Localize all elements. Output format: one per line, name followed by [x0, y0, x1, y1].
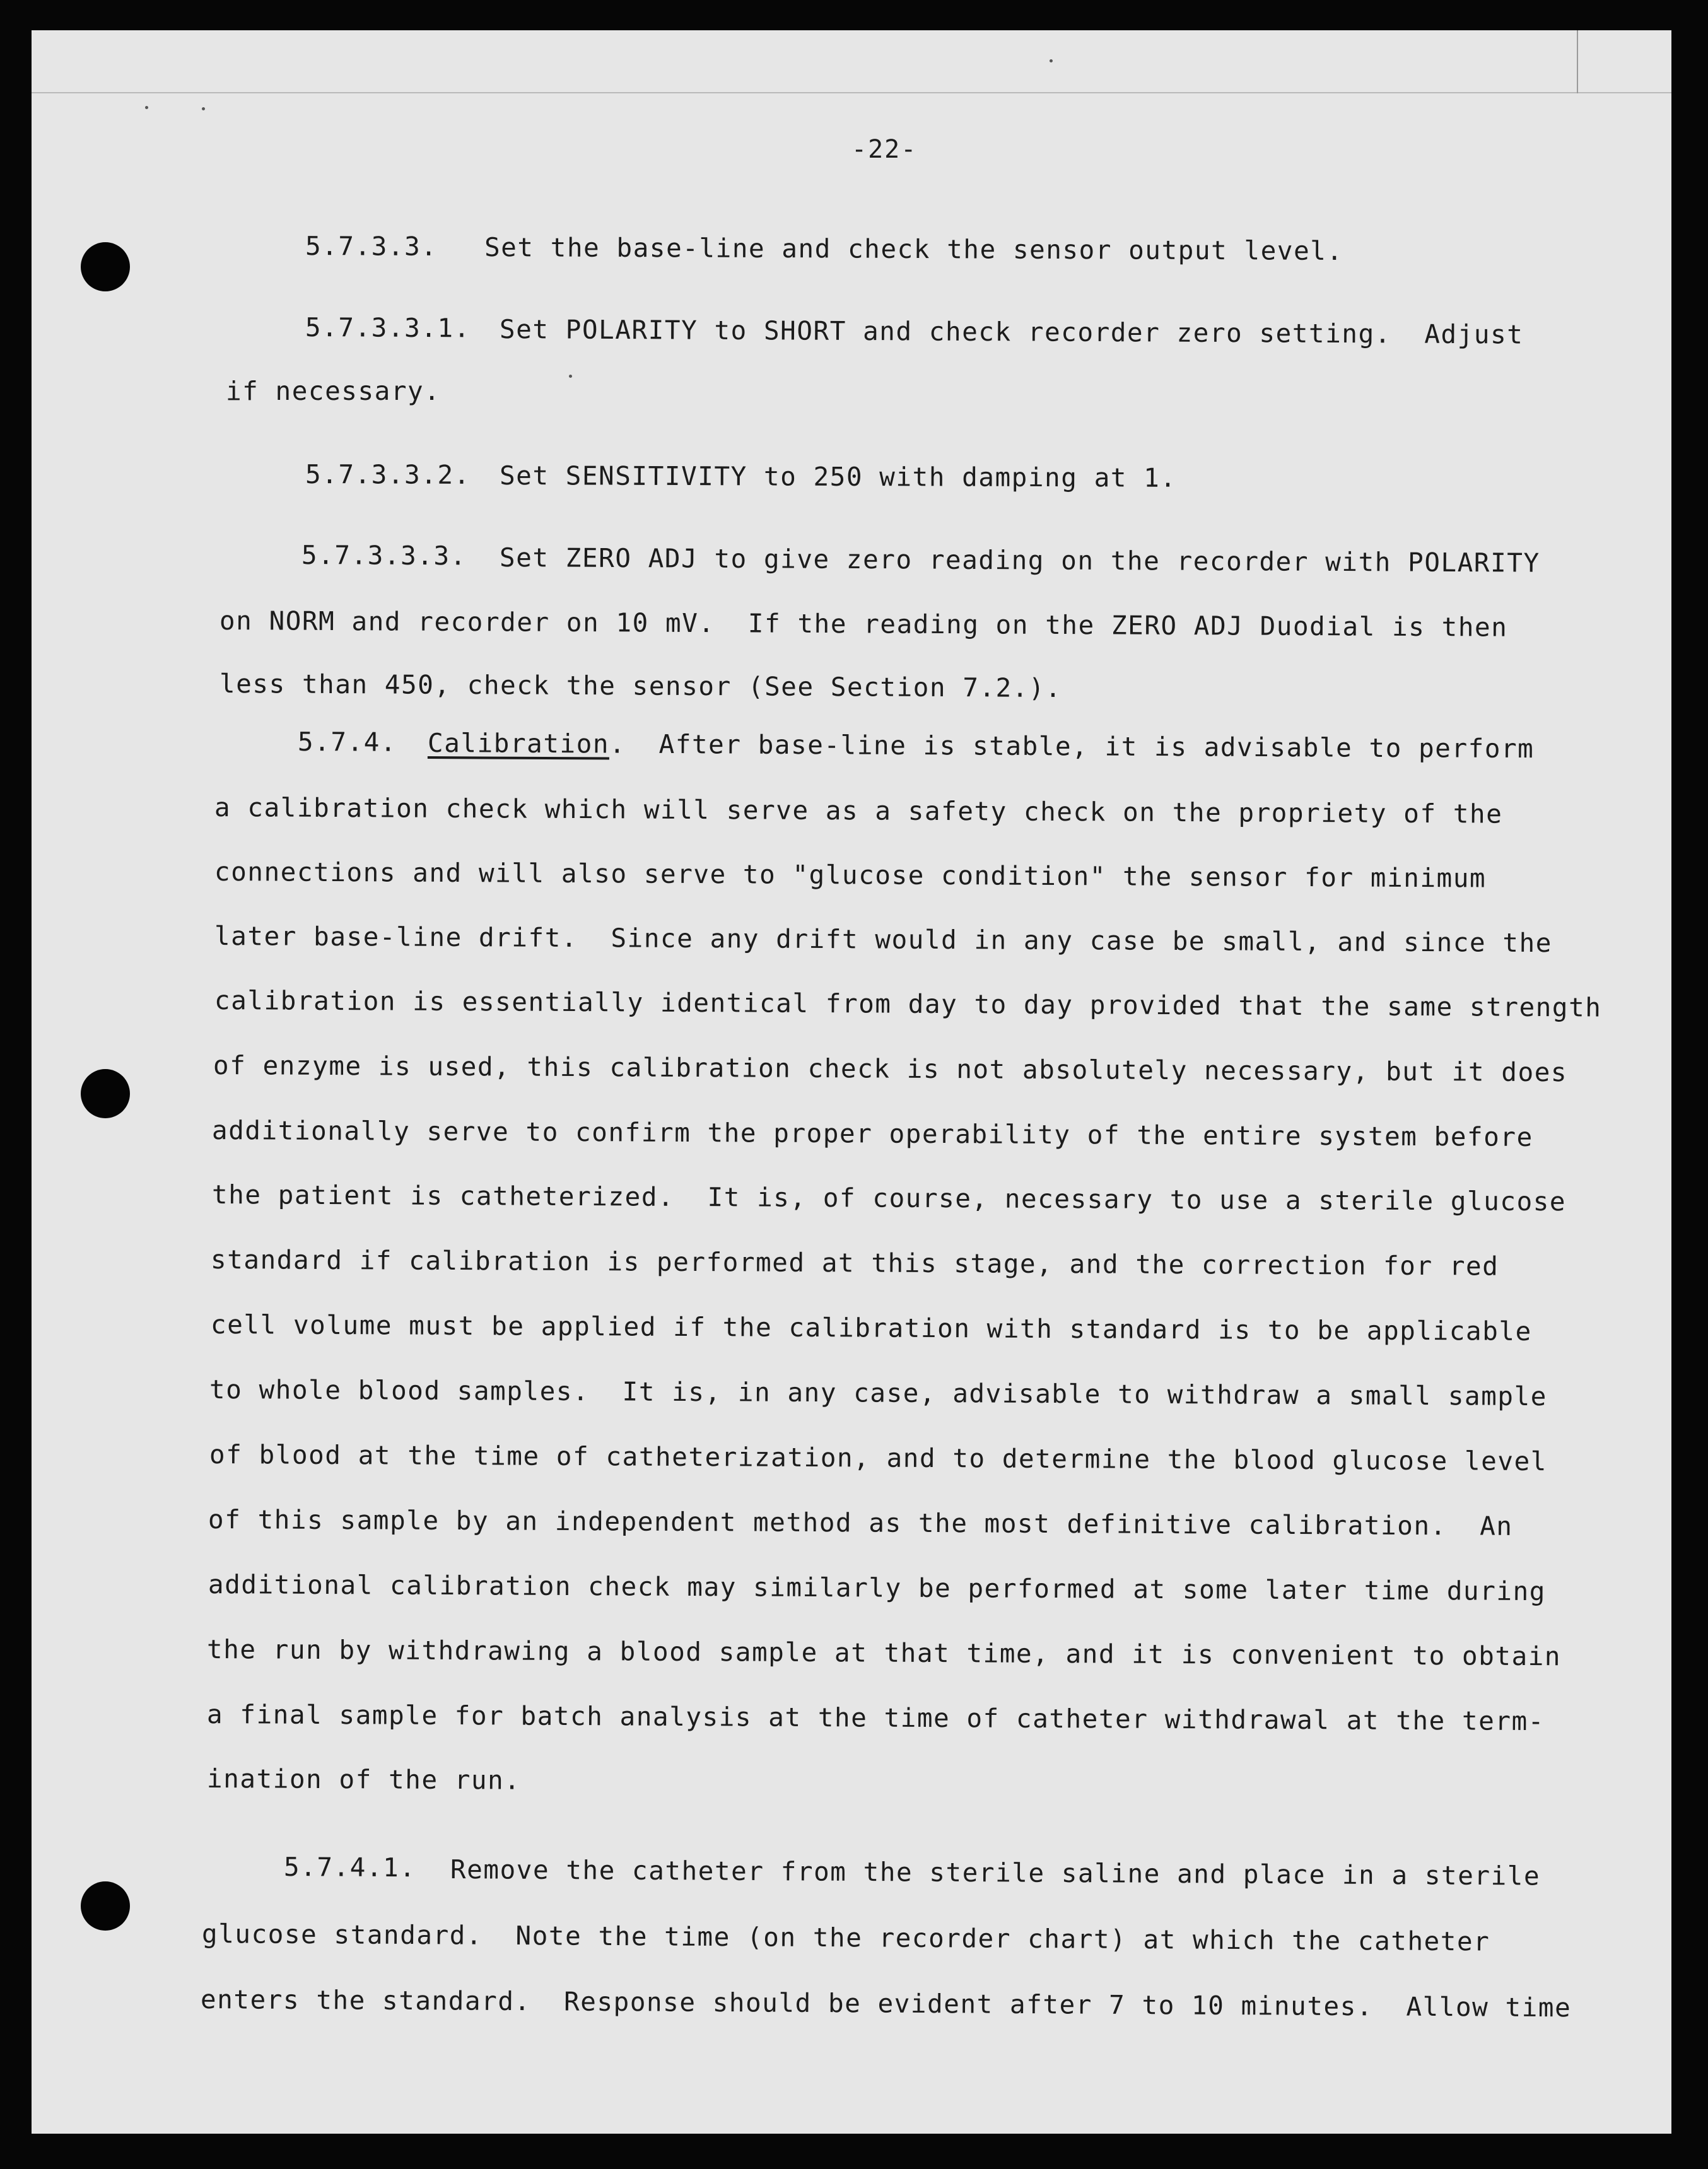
paragraph-text-line: Set POLARITY to SHORT and check recorder zero setting. Adjust	[499, 314, 1524, 350]
paragraph-text-line: connections and will also serve to "glucose condition" the sensor for minimum	[214, 856, 1487, 894]
punch-hole	[81, 1881, 130, 1931]
ink-speck	[569, 375, 572, 378]
calibration-line-0	[428, 728, 1535, 764]
paragraph-text-line: on NORM and recorder on 10 mV. If the reading on the ZERO ADJ Duodial is then	[219, 605, 1508, 643]
paragraph-text-line: if necessary.	[226, 376, 441, 406]
paragraph-text-line: calibration is essentially identical from day to day provided that the same strength	[214, 985, 1602, 1023]
paragraph-text-line: later base-line drift. Since any drift would in any case be small, and since the	[214, 921, 1553, 959]
paragraph-text-line: the run by withdrawing a blood sample at that time, and it is convenient to obtain	[206, 1634, 1562, 1672]
paragraph-number-57331: 5.7.3.3.1.	[305, 312, 471, 344]
paragraph-number-5733: 5.7.3.3.	[305, 231, 438, 262]
paragraph-text-line: standard if calibration is performed at this stage, and the correction for red	[210, 1244, 1499, 1282]
paragraph-text-segment: . After base-line is stable, it is advisable to perform	[609, 728, 1535, 764]
paragraph-text-line: glucose standard. Note the time (on the recorder chart) at which the catheter	[201, 1919, 1490, 1957]
paragraph-text-line: additional calibration check may similarly be performed at some later time during	[208, 1569, 1547, 1607]
paragraph-text-line: additionally serve to confirm the proper operability of the entire system before	[211, 1115, 1533, 1152]
paragraph-number-5741: 5.7.4.1.	[283, 1852, 416, 1883]
paragraph-text-line: Set the base-line and check the sensor output level.	[484, 232, 1343, 266]
calibration-heading: Calibration	[427, 728, 610, 759]
paragraph-text-line: enters the standard. Response should be evident after 7 to 10 minutes. Allow time	[200, 1984, 1572, 2023]
paragraph-text-line: of enzyme is used, this calibration check is not absolutely necessary, but it does	[213, 1050, 1568, 1088]
punch-hole	[81, 1069, 130, 1118]
paragraph-text-line: the patient is catheterized. It is, of course, necessary to use a sterile glucose	[211, 1179, 1567, 1217]
document-page	[32, 30, 1671, 2134]
paragraph-text-line: less than 450, check the sensor (See Section 7.2.).	[219, 669, 1062, 703]
paragraph-text-line: a calibration check which will serve as a safety check on the propriety of the	[214, 792, 1503, 829]
paragraph-text-line: Remove the catheter from the sterile saline and place in a sterile	[450, 1854, 1541, 1891]
punch-hole	[81, 242, 130, 291]
page-number: -22-	[851, 135, 918, 164]
ink-speck	[1050, 59, 1053, 62]
ink-speck	[202, 107, 205, 110]
paragraph-text-line: cell volume must be applied if the calibration with standard is to be applicable	[210, 1309, 1532, 1347]
paragraph-text-line: Set ZERO ADJ to give zero reading on the recorder with POLARITY	[499, 542, 1540, 578]
paragraph-number-574: 5.7.4.	[297, 727, 397, 757]
paragraph-number-57332: 5.7.3.3.2.	[305, 459, 471, 490]
paragraph-text-line: to whole blood samples. It is, in any case, advisable to withdraw a small sample	[209, 1374, 1548, 1412]
paragraph-number-57333: 5.7.3.3.3.	[301, 540, 467, 571]
paragraph-text-line: ination of the run.	[206, 1763, 521, 1796]
fold-line	[32, 92, 1671, 93]
ink-speck	[145, 106, 148, 109]
corner-mark	[1577, 30, 1578, 93]
paragraph-text-line: Set SENSITIVITY to 250 with damping at 1.	[499, 460, 1177, 493]
paragraph-text-line: a final sample for batch analysis at the time of catheter withdrawal at the term-	[206, 1699, 1545, 1737]
paragraph-text-line: of this sample by an independent method as the most definitive calibration. An	[208, 1504, 1513, 1541]
paragraph-text-line: of blood at the time of catheterization, and to determine the blood glucose level	[209, 1439, 1548, 1477]
